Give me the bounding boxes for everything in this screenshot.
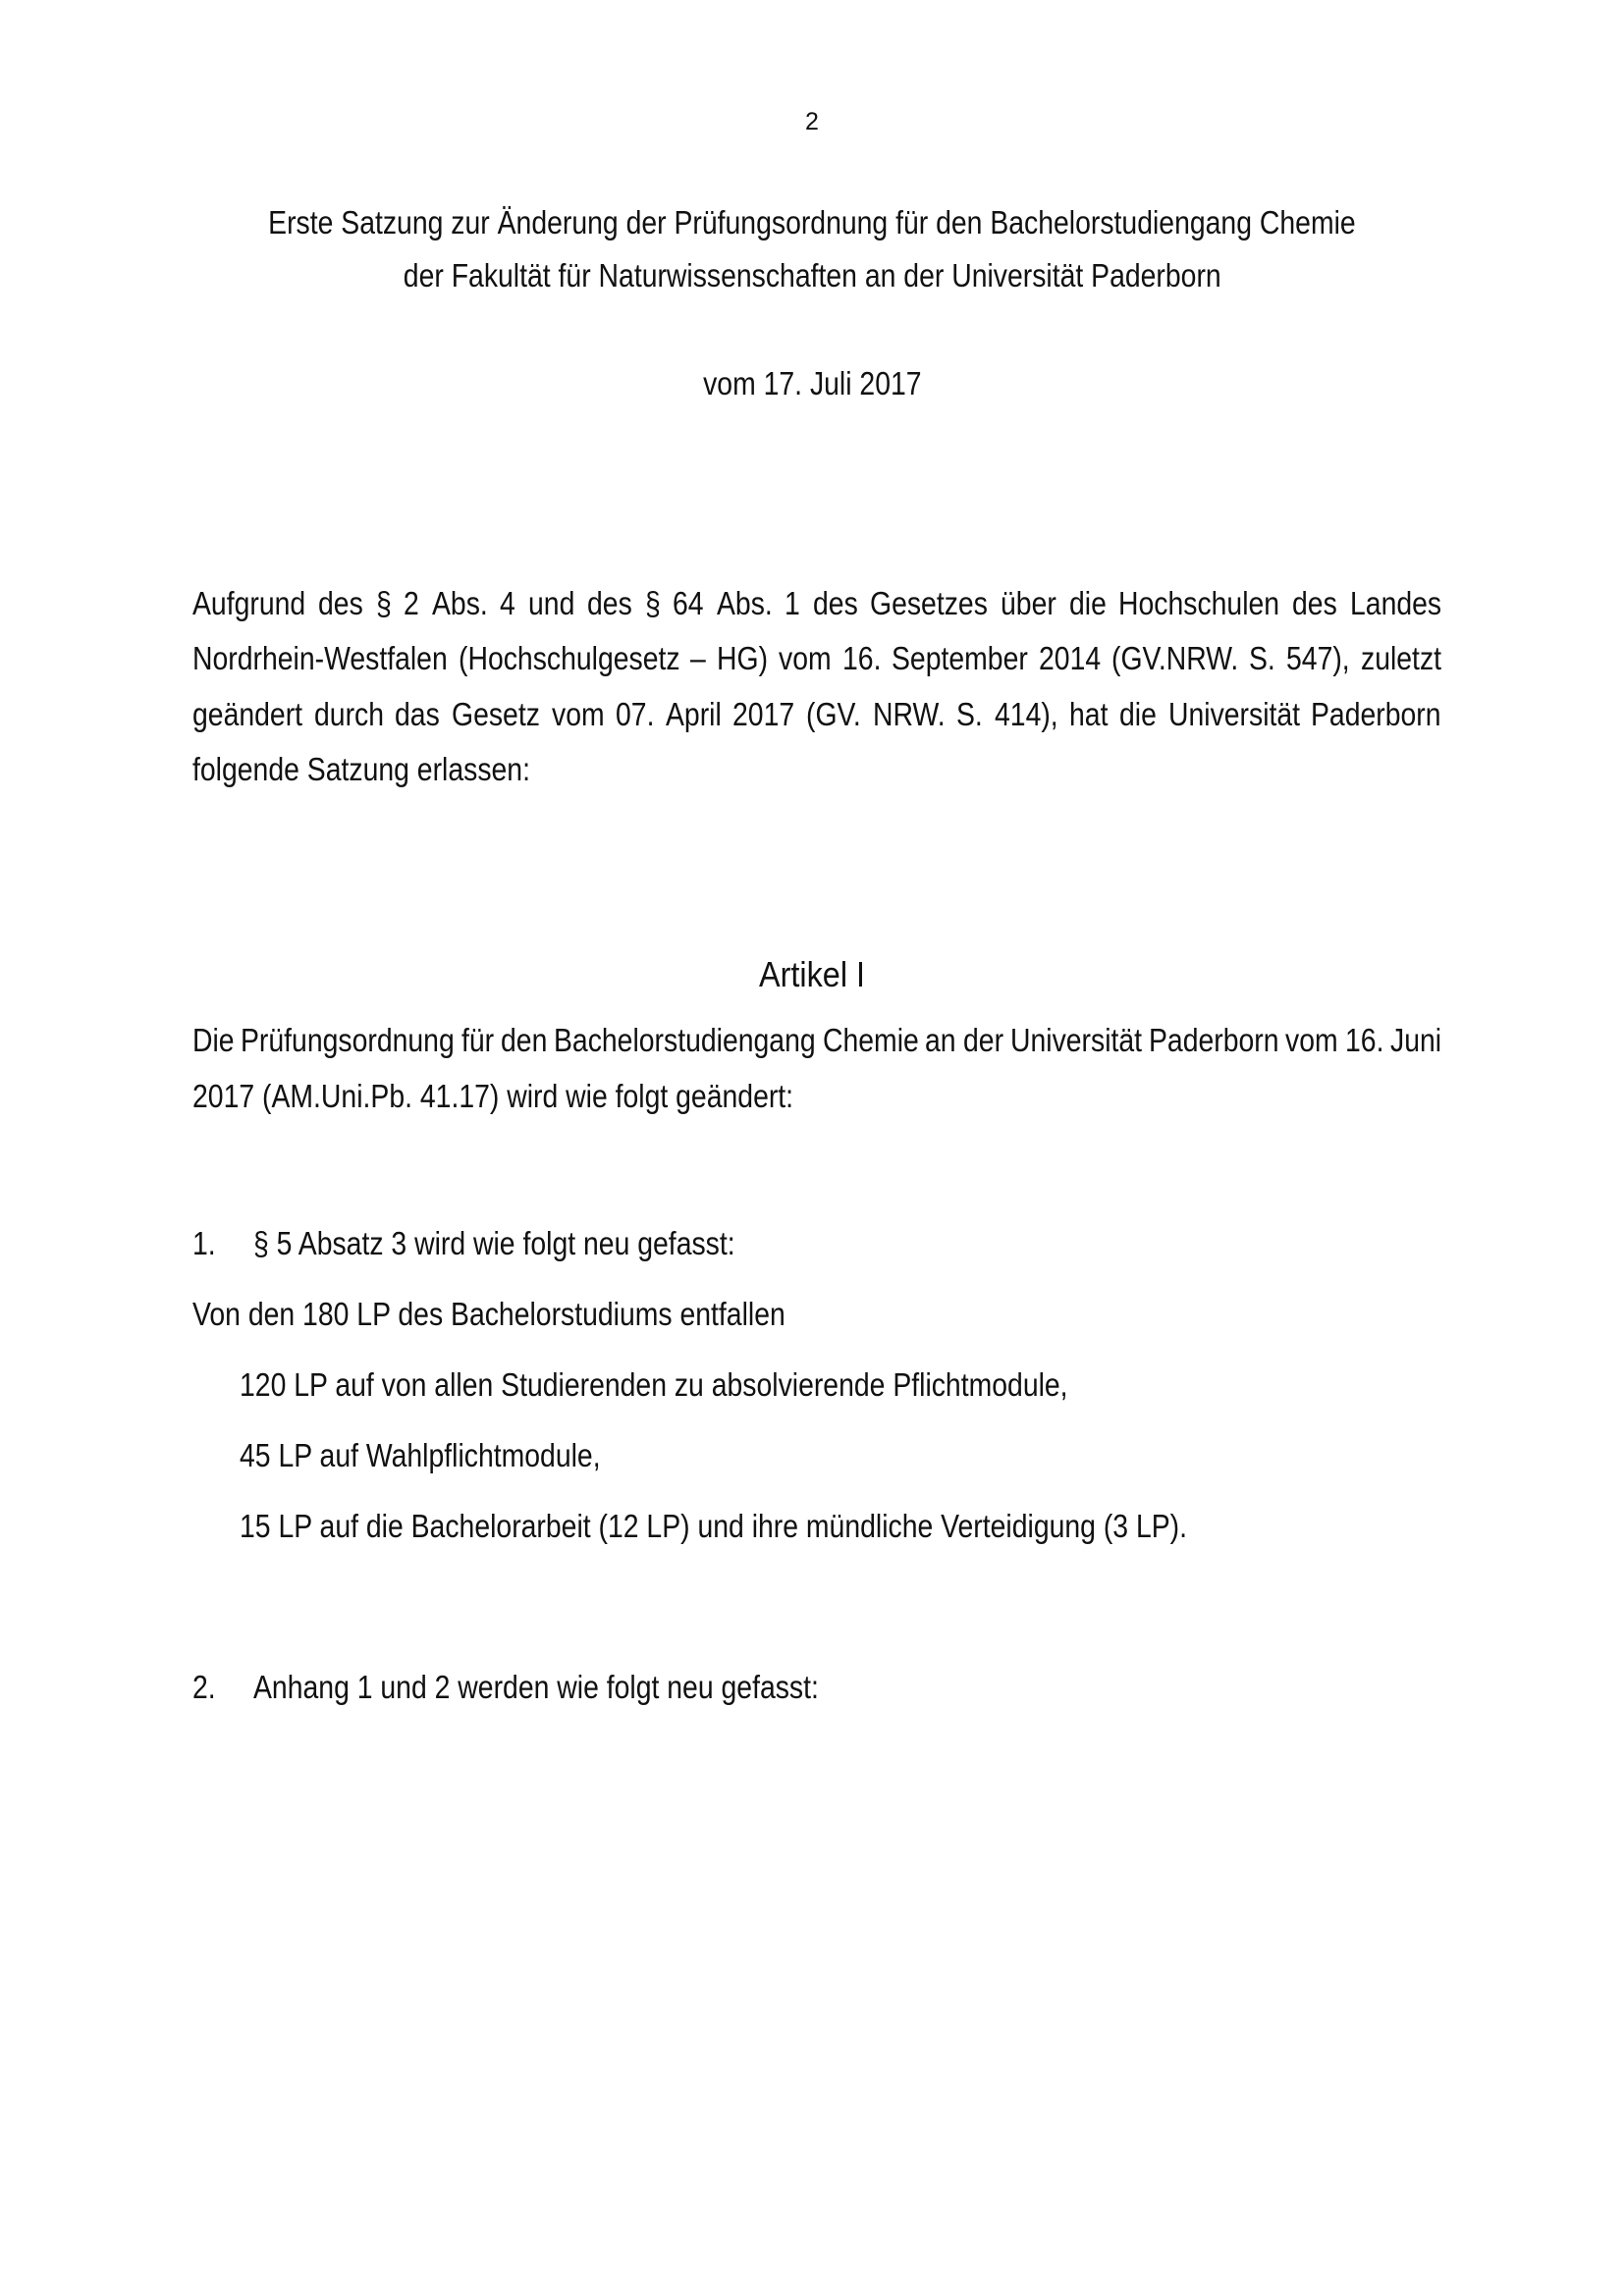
word: Aufgrund xyxy=(192,585,306,621)
word: die xyxy=(1068,585,1107,621)
word: des xyxy=(812,585,858,621)
word: 414), xyxy=(994,696,1058,732)
lp-intro: Von den 180 LP des Bachelorstudiums entfallen xyxy=(192,1296,785,1332)
word: den xyxy=(501,1022,548,1058)
list-item-number: 2. xyxy=(192,1669,216,1705)
preamble-line-2 xyxy=(192,640,1441,677)
word: geändert xyxy=(192,696,303,732)
preamble-line-4: folgende Satzung erlassen: xyxy=(192,751,530,787)
preamble-line-3 xyxy=(192,696,1441,733)
article-intro-line-1 xyxy=(192,1022,1441,1059)
word: hat xyxy=(1068,696,1109,732)
lp-line-1: 120 LP auf von allen Studierenden zu absolvierende Pflichtmodule, xyxy=(240,1366,1068,1403)
word: Landes xyxy=(1349,585,1442,621)
word: durch xyxy=(313,696,384,732)
word: § xyxy=(644,585,661,621)
word: S. xyxy=(1249,640,1276,676)
word: 4 xyxy=(500,585,516,621)
word: 2014 xyxy=(1038,640,1102,676)
word: April xyxy=(665,696,722,732)
word: des xyxy=(587,585,632,621)
word: Prüfungsordnung xyxy=(241,1022,456,1058)
word: Nordrhein-Westfalen xyxy=(192,640,448,676)
word: vom xyxy=(779,640,832,676)
title-line-2: der Fakultät für Naturwissenschaften an der Universität Paderborn xyxy=(403,257,1221,294)
word: das xyxy=(395,696,441,732)
word: Universität xyxy=(1167,696,1300,732)
list-item-text: Anhang 1 und 2 werden wie folgt neu gefasst: xyxy=(253,1669,819,1705)
word: Abs. xyxy=(716,585,773,621)
word: § xyxy=(375,585,392,621)
list-item-number: 1. xyxy=(192,1225,216,1261)
word: Juni xyxy=(1389,1022,1441,1058)
word: Gesetz xyxy=(451,696,540,732)
word: Universität xyxy=(1009,1022,1142,1058)
word: 07. xyxy=(615,696,655,732)
word: an xyxy=(925,1022,956,1058)
list-item-text: § 5 Absatz 3 wird wie folgt neu gefasst: xyxy=(253,1225,735,1261)
word: des xyxy=(317,585,363,621)
word: S. xyxy=(956,696,983,732)
word: Abs. xyxy=(431,585,488,621)
word: Bachelorstudiengang xyxy=(554,1022,816,1058)
word: – xyxy=(690,640,707,676)
word: und xyxy=(527,585,575,621)
word: 16. xyxy=(1344,1022,1383,1058)
word: (Hochschulgesetz xyxy=(458,640,680,676)
word: 2017 xyxy=(732,696,795,732)
preamble-line-1 xyxy=(192,585,1441,622)
word: des xyxy=(1292,585,1338,621)
word: Paderborn xyxy=(1148,1022,1279,1058)
page-number: 2 xyxy=(805,108,819,135)
word: die xyxy=(1119,696,1157,732)
word: HG) xyxy=(717,640,769,676)
title-line-1: Erste Satzung zur Änderung der Prüfungsordnung für den Bachelorstudiengang Chemie xyxy=(268,204,1356,240)
word: 2 xyxy=(404,585,419,621)
word: (GV. xyxy=(806,696,862,732)
article-intro-line-2: 2017 (AM.Uni.Pb. 41.17) wird wie folgt geändert: xyxy=(192,1078,794,1114)
word: September xyxy=(892,640,1028,676)
word: vom xyxy=(551,696,605,732)
word: der xyxy=(962,1022,1003,1058)
document-date: vom 17. Juli 2017 xyxy=(702,365,922,401)
word: 64 xyxy=(673,585,704,621)
word: für xyxy=(461,1022,495,1058)
word: Chemie xyxy=(822,1022,919,1058)
word: Hochschulen xyxy=(1118,585,1280,621)
word: Gesetzes xyxy=(870,585,989,621)
lp-line-3: 15 LP auf die Bachelorarbeit (12 LP) und ihre mündliche Verteidigung (3 LP). xyxy=(240,1508,1188,1544)
word: Die xyxy=(192,1022,235,1058)
word: NRW. xyxy=(872,696,946,732)
word: 1 xyxy=(785,585,801,621)
word: zuletzt xyxy=(1360,640,1441,676)
lp-line-2: 45 LP auf Wahlpflichtmodule, xyxy=(240,1437,601,1473)
word: 547), xyxy=(1286,640,1350,676)
word: über xyxy=(1001,585,1056,621)
word: Paderborn xyxy=(1311,696,1441,732)
word: (GV.NRW. xyxy=(1111,640,1239,676)
word: vom xyxy=(1285,1022,1338,1058)
word: 16. xyxy=(841,640,882,676)
article-heading: Artikel I xyxy=(758,954,866,994)
